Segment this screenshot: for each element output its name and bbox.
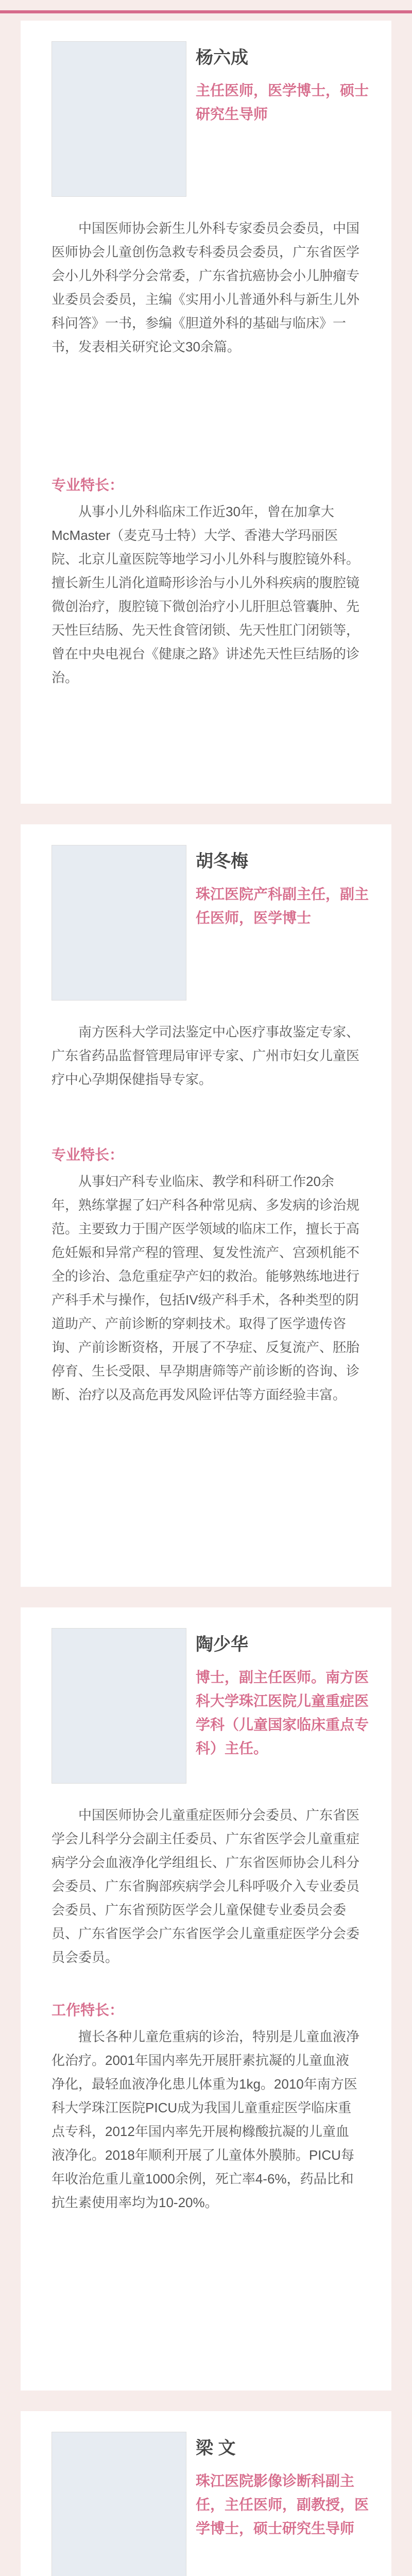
profile-description: 南方医科大学司法鉴定中心医疗事故鉴定专家、广东省药品监督管理局审评专家、广州市妇女儿童医疗中心孕期保健指导专家。	[52, 1024, 360, 1087]
doctor-title: 珠江医院影像诊断科副主任，主任医师，副教授，医学博士，硕士研究生导师	[196, 2473, 369, 2536]
doctor-title: 主任医师，医学博士，硕士研究生导师	[196, 82, 369, 122]
profile-info	[196, 2434, 371, 2540]
doctor-title: 博士，副主任医师。南方医科大学珠江医院儿童重症医学科（儿童国家临床重点专科）主任。	[196, 1669, 369, 1756]
expertise-heading: 专业特长：	[52, 1147, 124, 1163]
profile-description: 中国医师协会儿童重症医师分会委员、广东省医学会儿科学分会副主任委员、广东省医学会儿童重症病学分会血液净化学组组长、广东省医师协会儿科分会委员、广东省胸部疾病学会儿科呼吸介入专业委员会委员、广东省预防医学会儿童保健专业委员会委员、广东省医学会广东省医学会儿童重症医学分会委员会委员。	[52, 1807, 360, 1965]
profile-info	[196, 1630, 371, 1760]
expertise-text: 擅长各种儿童危重病的诊治，特别是儿童血液净化治疗。2001年国内率先开展肝素抗凝的儿童血液净化，最轻血液净化患儿体重为1kg。2010年南方医科大学珠江医院PICU成为我国儿童重症医学临床重点专科，2012年国内率先开展枸橼酸抗凝的儿童血液净化。2018年顺利开展了儿童体外膜肺。PICU每年收治危重儿童1000余例，死亡率4-6%，药品比和抗生素使用率均为10-20%。	[52, 2029, 360, 2210]
doctor-name: 陶少华	[196, 1635, 248, 1654]
profile-card-2	[21, 824, 391, 1587]
expertise-heading: 专业特长：	[52, 477, 124, 493]
profile-card-4	[21, 2411, 391, 2576]
profile-description: 中国医师协会新生儿外科专家委员会委员，中国医师协会儿童创伤急救专科委员会委员，广东省医学会小儿外科学分会常委，广东省抗癌协会小儿肿瘤专业委员会委员，主编《实用小儿普通外科与新生儿外科问答》一书，参编《胆道外科的基础与临床》一书，发表相关研究论文30余篇。	[52, 221, 360, 354]
avatar	[52, 41, 186, 197]
profile-card-1	[21, 21, 391, 804]
expertise-text: 从事小儿外科临床工作近30年，曾在加拿大McMaster（麦克马士特）大学、香港大学玛丽医院、北京儿童医院等地学习小儿外科与腹腔镜外科。擅长新生儿消化道畸形诊治与小儿外科疾病的腹腔镜微创治疗，腹腔镜下微创治疗小儿肝胆总管囊肿、先天性巨结肠、先天性食管闭锁、先天性肛门闭锁等，曾在中央电视台《健康之路》讲述先天性巨结肠的诊治。	[52, 504, 360, 685]
avatar	[52, 845, 186, 1001]
doctor-name: 梁 文	[196, 2438, 236, 2458]
profile-info	[196, 43, 371, 126]
expertise-heading: 工作特长：	[52, 2002, 124, 2018]
doctor-title: 珠江医院产科副主任，副主任医师，医学博士	[196, 886, 369, 926]
avatar	[52, 1628, 186, 1784]
doctor-name: 杨六成	[196, 48, 248, 67]
header-divider	[0, 10, 412, 13]
doctor-name: 胡冬梅	[196, 852, 248, 871]
expertise-text: 从事妇产科专业临床、教学和科研工作20余年，熟练掌握了妇产科各种常见病、多发病的诊治规范。主要致力于围产医学领域的临床工作，擅长于高危妊娠和异常产程的管理、复发性流产、宫颈机能不全的诊治、急危重症孕产妇的救治。能够熟练地进行产科手术与操作，包括IV级产科手术，各种类型的阴道助产、产前诊断的穿刺技术。取得了医学遗传咨询、产前诊断资格，开展了不孕症、反复流产、胚胎停育、生长受限、早孕期唐筛等产前诊断的咨询、诊断、治疗以及高危再发风险评估等方面经验丰富。	[52, 1174, 360, 1402]
profile-card-3	[21, 1607, 391, 2391]
avatar	[52, 2432, 186, 2576]
profile-info	[196, 847, 371, 930]
